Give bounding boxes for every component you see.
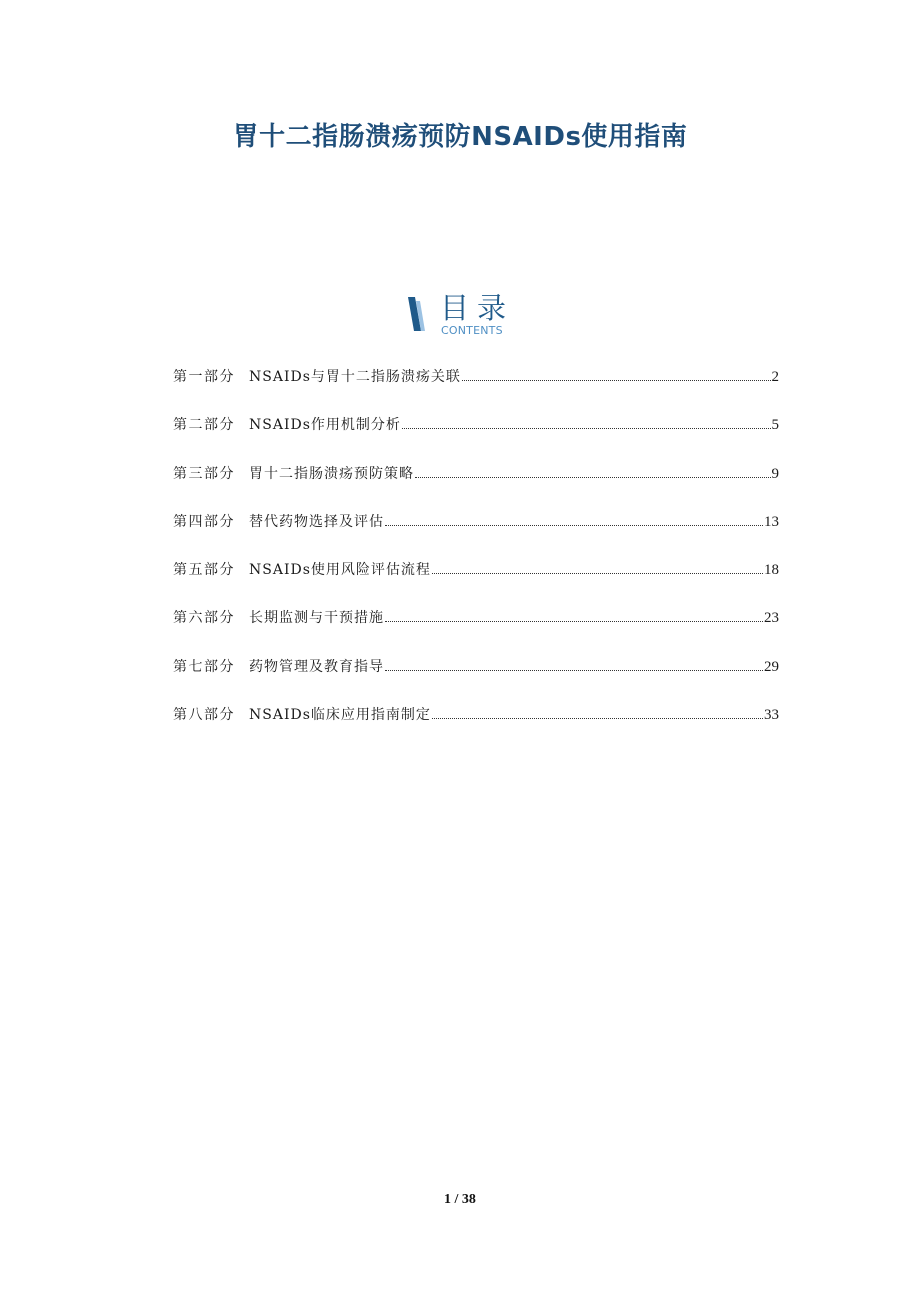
toc-item-page: 9 bbox=[771, 465, 779, 482]
toc-item-part: 第三部分 bbox=[173, 465, 235, 482]
toc-heading-subtitle: CONTENTS bbox=[441, 324, 503, 337]
toc-item-title: NSAIDs临床应用指南制定 bbox=[249, 707, 431, 724]
toc-item-page: 23 bbox=[764, 610, 779, 627]
toc-item[interactable] bbox=[173, 704, 779, 752]
toc-item[interactable] bbox=[173, 463, 779, 511]
toc-item-title: 胃十二指肠溃疡预防策略 bbox=[249, 465, 414, 482]
toc-item[interactable] bbox=[173, 511, 779, 559]
toc-item-page: 5 bbox=[771, 417, 779, 434]
toc-item[interactable] bbox=[173, 414, 779, 462]
toc-list bbox=[173, 366, 779, 752]
toc-item-title: NSAIDs使用风险评估流程 bbox=[249, 562, 431, 579]
toc-item-leader bbox=[432, 718, 763, 719]
contents-logo-icon bbox=[406, 297, 432, 333]
toc-heading-title: 目录 bbox=[440, 291, 515, 325]
toc-item-leader bbox=[462, 380, 771, 381]
toc-item-page: 13 bbox=[764, 513, 779, 530]
toc-item[interactable] bbox=[173, 656, 779, 704]
toc-item-part: 第六部分 bbox=[173, 610, 235, 627]
toc-item[interactable] bbox=[173, 559, 779, 607]
toc-item-title: 长期监测与干预措施 bbox=[249, 610, 384, 627]
toc-item-leader bbox=[385, 525, 763, 526]
toc-item-leader bbox=[402, 428, 771, 429]
toc-item-page: 29 bbox=[764, 658, 779, 675]
toc-item-title: NSAIDs与胃十二指肠溃疡关联 bbox=[249, 369, 461, 385]
toc-item[interactable] bbox=[173, 607, 779, 655]
toc-item-leader bbox=[432, 573, 763, 574]
toc-item-part: 第二部分 bbox=[173, 417, 235, 434]
toc-item-title: 替代药物选择及评估 bbox=[249, 513, 384, 530]
toc-item-leader bbox=[385, 621, 763, 622]
toc-item-page: 18 bbox=[764, 562, 779, 579]
document-title: 胃十二指肠溃疡预防NSAIDs使用指南 bbox=[232, 122, 688, 152]
toc-item-leader bbox=[385, 670, 763, 671]
toc-item-title: NSAIDs作用机制分析 bbox=[249, 417, 401, 434]
page-number: 1 / 38 bbox=[444, 1192, 476, 1207]
toc-heading bbox=[406, 292, 536, 342]
toc-item-title: 药物管理及教育指导 bbox=[249, 658, 384, 675]
toc-item-page: 33 bbox=[764, 707, 779, 724]
toc-item-leader bbox=[415, 477, 771, 478]
toc-item-part: 第五部分 bbox=[173, 562, 235, 579]
toc-item-page: 2 bbox=[771, 369, 779, 385]
toc-item-part: 第七部分 bbox=[173, 658, 235, 675]
toc-item-part: 第四部分 bbox=[173, 513, 235, 530]
toc-item-part: 第八部分 bbox=[173, 707, 235, 724]
toc-item-part: 第一部分 bbox=[173, 369, 235, 385]
toc-item[interactable] bbox=[173, 366, 779, 414]
